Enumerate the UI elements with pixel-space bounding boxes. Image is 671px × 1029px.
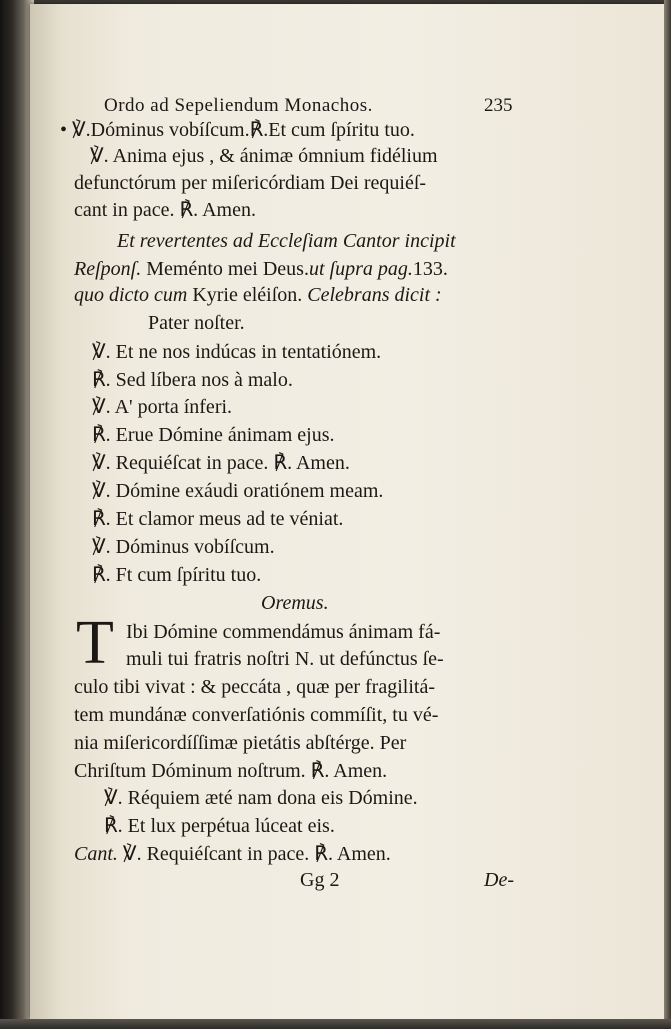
text-line-4: cant in pace. ℟. Amen. <box>74 199 256 221</box>
catchword: De- <box>484 869 514 891</box>
text-line-6 <box>74 257 448 281</box>
text-line-8: Pater noſter. <box>148 312 245 334</box>
prayer-line-1: Ibi Dómine commendámus ánimam fá- <box>126 621 441 643</box>
page-edge-right <box>664 0 671 1029</box>
page-edge-bottom <box>0 1019 671 1029</box>
response-line-3: ℟. Et clamor meus ad te véniat. <box>92 508 344 530</box>
versicle-line-2: ℣. A' porta ínferi. <box>92 396 233 418</box>
versicle-line-5: ℣. Dóminus vobíſcum. <box>92 536 275 558</box>
text-line-3: defunctórum per miſericórdiam Dei requiéſ- <box>74 172 427 194</box>
rubric-celebrans: Celebrans dicit : <box>307 284 442 306</box>
text-line-1: • ℣.Dóminus vobíſcum.℟.Et cum ſpíritu tuo. <box>60 119 415 141</box>
signature-mark: Gg 2 <box>300 869 340 891</box>
rubric-ut-supra: ut ſupra pag. <box>308 258 413 280</box>
rubric-quo-dicto: quo dicto cum <box>74 284 188 306</box>
prayer-line-2: muli tui fratris noſtri N. ut defúnctus ſe- <box>126 648 444 670</box>
versicle-line-3: ℣. Requiéſcat in pace. ℟. Amen. <box>92 452 350 474</box>
prayer-line-6: Chriſtum Dóminum noſtrum. ℟. Amen. <box>74 760 388 782</box>
prayer-line-3: culo tibi vivat : & peccáta , quæ per fragilitá- <box>74 676 435 698</box>
rubric-cantor: Cant. <box>74 843 118 865</box>
response-line-1: ℟. Sed líbera nos à malo. <box>92 369 293 391</box>
versicle-requiem: ℣. Réquiem æté nam dona eis Dómine. <box>104 787 418 809</box>
prayer-line-5: nia miſericordíſſimæ pietátis abſtérge. Per <box>74 732 407 754</box>
versicle-line-4: ℣. Dómine exáudi oratiónem meam. <box>92 480 384 502</box>
versicle-line-1: ℣. Et ne nos indúcas in tentatiónem. <box>92 341 382 363</box>
response-line-2: ℟. Erue Dómine ánimam ejus. <box>92 424 335 446</box>
drop-cap: T <box>76 609 114 677</box>
response-line-4: ℟. Ft cum ſpíritu tuo. <box>92 564 262 586</box>
oremus-heading: Oremus. <box>261 592 329 614</box>
rubric-line-1: Et revertentes ad Eccleſiam Cantor incipit <box>117 230 456 252</box>
kyrie-text: Kyrie eléiſon. <box>187 284 308 306</box>
prayer-line-4: tem mundánæ converſatiónis commíſit, tu vé- <box>74 704 439 726</box>
rubric-responsory: Reſponſ. <box>74 258 142 280</box>
cantor-line <box>74 842 391 866</box>
text-line-2: ℣. Anima ejus , & ánimæ ómnium fidélium <box>90 145 438 167</box>
requiescant-text: ℣. Requiéſcant in pace. ℟. Amen. <box>117 843 391 865</box>
response-lux: ℟. Et lux perpétua lúceat eis. <box>104 815 335 837</box>
page-number: 235 <box>484 95 513 116</box>
running-head: Ordo ad Sepeliendum Monachos. <box>104 95 373 116</box>
text-line-7 <box>74 283 442 307</box>
memento-text: Meménto mei Deus. <box>141 258 309 280</box>
book-spine <box>0 0 34 1029</box>
page-reference: 133. <box>412 258 448 280</box>
